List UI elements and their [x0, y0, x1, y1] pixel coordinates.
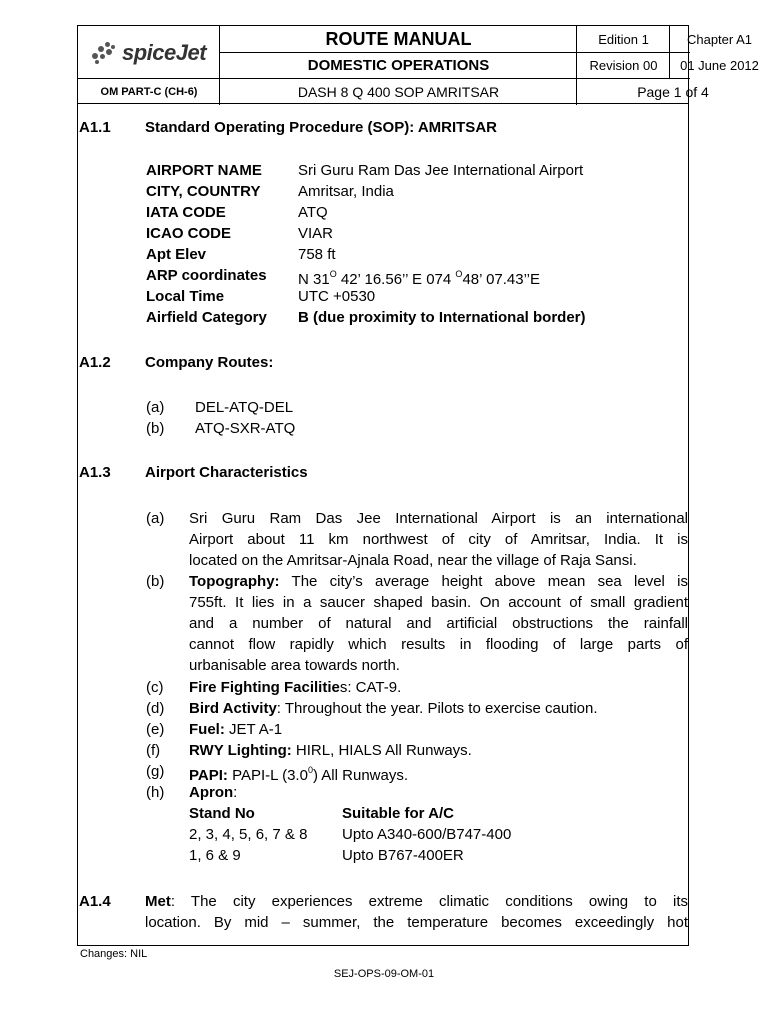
document-header — [77, 25, 759, 104]
field-value: ATQ — [298, 204, 328, 221]
paragraph-line: Topography: The city’s average height above mean sea level is — [189, 573, 688, 590]
field-value: VIAR — [298, 225, 334, 242]
section-number: A1.4 — [79, 893, 111, 910]
table-cell: Upto B767-400ER — [342, 847, 464, 864]
fire-fighting-item: Fire Fighting Facilities: CAT-9. — [189, 679, 402, 696]
topography-label: Topography: — [189, 573, 280, 590]
table-header: Suitable for A/C — [342, 805, 454, 822]
list-marker: (d) — [146, 700, 165, 717]
list-marker: (c) — [146, 679, 164, 696]
edition-label: Edition 1 — [598, 31, 649, 47]
field-label: ARP coordinates — [146, 267, 267, 284]
paragraph-line: cannot flow rapidly which results in flooding of large parts of — [189, 636, 688, 653]
apron-heading: Apron: — [189, 784, 238, 801]
manual-title: ROUTE MANUAL — [325, 28, 472, 49]
paragraph-line: located on the Amritsar-Ajnala Road, near the village of Raja Sansi. — [189, 552, 637, 569]
logo-wordmark: spiceJet — [121, 39, 207, 65]
date-label: 01 June 2012 — [680, 58, 759, 73]
papi-item: PAPI: PAPI-L $(3.0^0)$ All Runways. — [189, 765, 409, 784]
field-value: B (due proximity to International border) — [298, 309, 586, 326]
field-label: Apt Elev — [146, 246, 207, 263]
document-id: SEJ-OPS-09-OM-01 — [333, 968, 435, 980]
field-label: Local Time — [146, 288, 225, 305]
chapter-label: Chapter A1 — [686, 31, 753, 47]
list-marker: (b) — [146, 573, 165, 590]
list-marker: (f) — [146, 742, 161, 759]
page-frame-right — [688, 104, 689, 946]
manual-subtitle: DOMESTIC OPERATIONS — [307, 57, 490, 74]
paragraph-line: Met: The city experiences extreme climatic conditions owing to its — [145, 893, 688, 910]
field-value: 758 ft — [298, 246, 336, 263]
page-frame-left — [77, 104, 78, 946]
revision-label: Revision 00 — [589, 58, 658, 73]
met-label: Met — [145, 893, 171, 910]
sop-title: DASH 8 Q 400 SOP AMRITSAR — [297, 84, 500, 100]
field-label: Airfield Category — [146, 309, 267, 326]
table-cell: 2, 3, 4, 5, 6, 7 & 8 — [189, 826, 308, 843]
changes-note: Changes: NIL — [80, 948, 148, 960]
list-marker: (a) — [146, 510, 165, 527]
table-cell: 1, 6 & 9 — [189, 847, 241, 864]
list-marker: (h) — [146, 784, 165, 801]
section-number: A1.3 — [79, 464, 111, 481]
field-label: IATA CODE — [146, 204, 226, 221]
paragraph-line: Sri Guru Ram Das Jee International Airport is an international — [189, 510, 688, 527]
section-title: Airport Characteristics — [145, 464, 308, 481]
header-divider — [576, 26, 577, 105]
paragraph-line: location. By mid – summer, the temperature becomes exceedingly hot — [145, 914, 688, 931]
page-number: Page 1 of 4 — [637, 84, 709, 100]
logo-dots-icon — [92, 42, 118, 64]
spicejet-logo — [92, 40, 206, 66]
table-cell: Upto A340-600/B747-400 — [342, 826, 512, 843]
section-number: A1.1 — [79, 119, 111, 136]
header-divider — [78, 78, 690, 79]
field-value: Amritsar, India — [298, 183, 394, 200]
field-label: ICAO CODE — [146, 225, 232, 242]
bird-activity-item: Bird Activity: Throughout the year. Pilots to exercise caution. — [189, 700, 598, 717]
field-label: AIRPORT NAME — [146, 162, 262, 179]
page-frame-bottom — [77, 945, 689, 946]
list-marker: (b) — [146, 420, 165, 437]
section-title: Standard Operating Procedure (SOP): AMRITSAR — [145, 119, 497, 136]
field-value: Sri Guru Ram Das Jee International Airport — [298, 162, 584, 179]
paragraph-line: 755ft. It lies in a saucer shaped basin. On account of small gradient — [189, 594, 688, 611]
fuel-item: Fuel: JET A-1 — [189, 721, 283, 738]
logo-cell — [78, 26, 220, 79]
route-item: ATQ-SXR-ATQ — [195, 420, 296, 437]
paragraph-line: and a number of natural and artificial obstructions the rainfall — [189, 615, 688, 632]
rwy-lighting-item: RWY Lighting: HIRL, HIALS All Runways. — [189, 742, 472, 759]
field-value: UTC +0530 — [298, 288, 376, 305]
field-label: CITY, COUNTRY — [146, 183, 261, 200]
section-title: Company Routes: — [145, 354, 274, 371]
list-marker: (e) — [146, 721, 165, 738]
route-item: DEL-ATQ-DEL — [195, 399, 294, 416]
field-value: N $31^O$ 42’ 16.56’’ E 074 $^O$48’ 07.43’’E — [298, 269, 541, 288]
paragraph-line: Airport about 11 km northwest of city of Amritsar, India. It is — [189, 531, 688, 548]
om-part-label: OM PART-C (CH-6) — [100, 86, 198, 98]
paragraph-line: urbanisable area towards north. — [189, 657, 400, 674]
section-number: A1.2 — [79, 354, 111, 371]
list-marker: (a) — [146, 399, 165, 416]
list-marker: (g) — [146, 763, 165, 780]
header-divider — [219, 26, 220, 105]
table-header: Stand No — [189, 805, 255, 822]
header-divider — [220, 52, 690, 53]
